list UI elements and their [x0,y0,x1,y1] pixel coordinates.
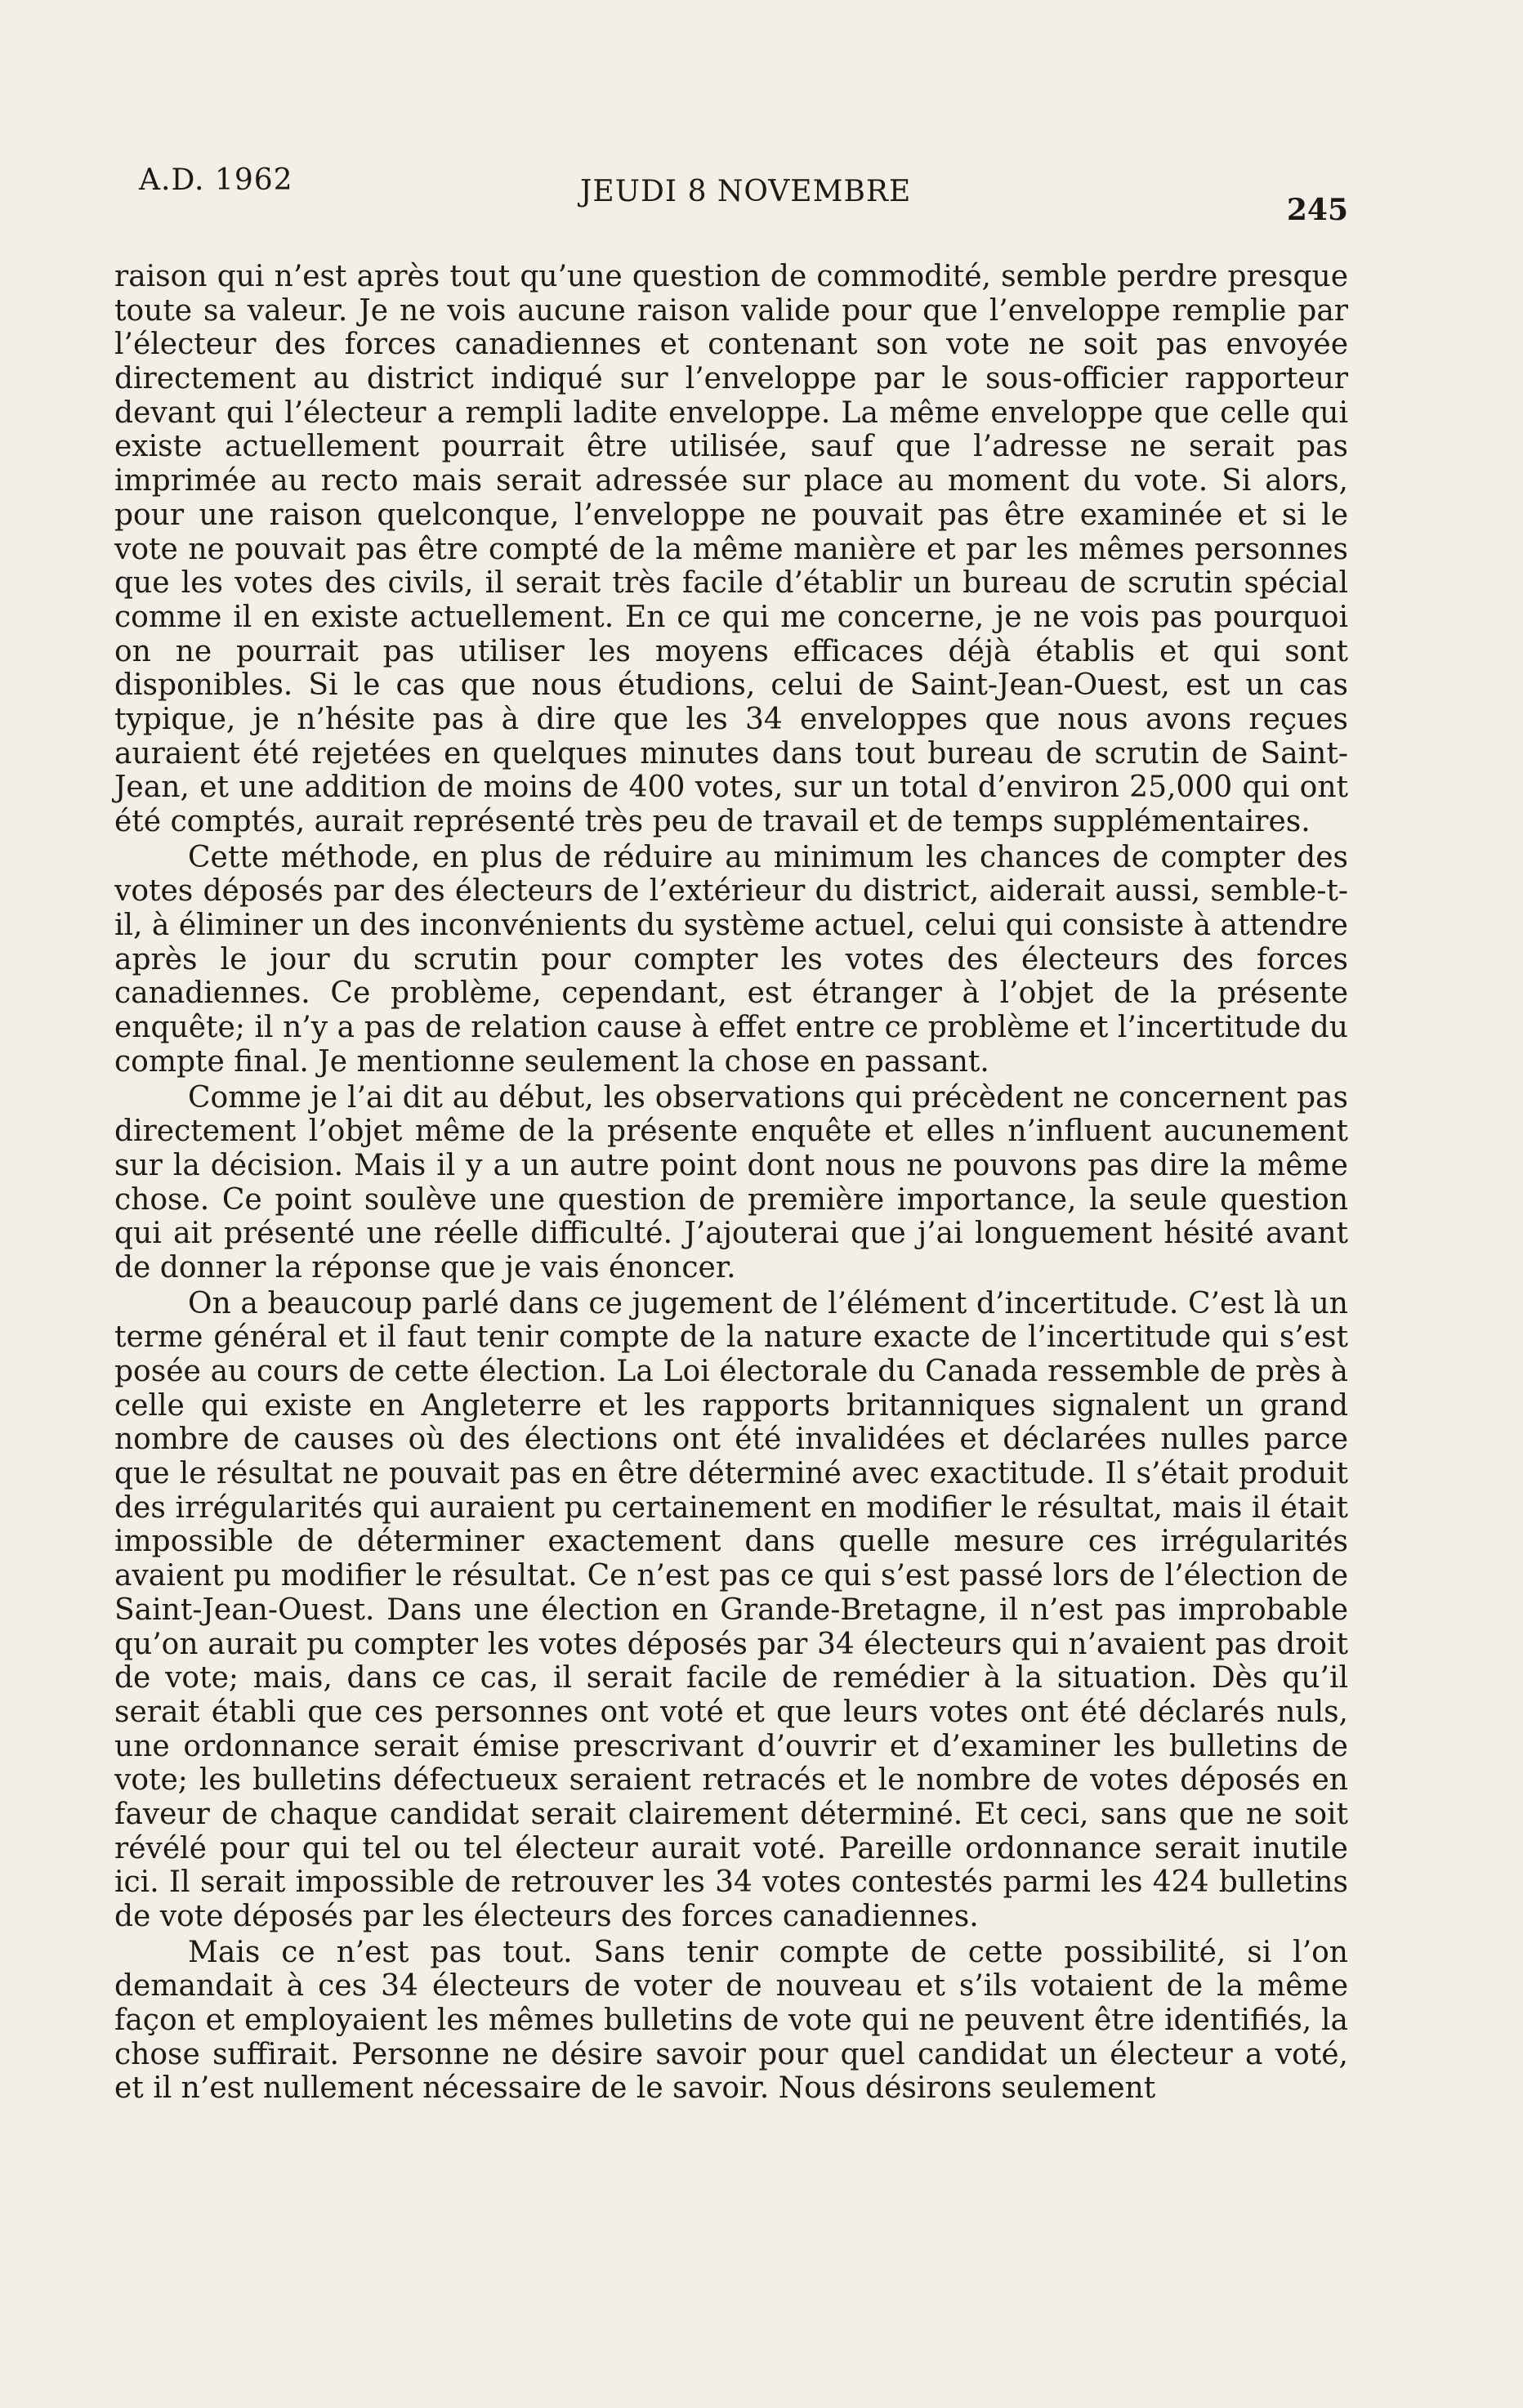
running-header [139,163,1348,227]
paragraph-2: Cette méthode, en plus de réduire au minimum les chances de compter des votes déposés par des électeurs de l’extérieur du district, aiderait aussi, semble-t-il, à éliminer un des inconvénients du système actuel, celui qui consiste à attendre après le jour du scrutin pour compter les votes des électeurs des forces canadiennes. Ce problème, cependant, est étranger à l’objet de la présente enquête; il n’y a pas de relation cause à effet entre ce problème et l’incertitude du compte final. Je mentionne seulement la chose en passant. [114,840,1348,1079]
paragraph-1: raison qui n’est après tout qu’une question de commodité, semble perdre presque toute sa valeur. Je ne vois aucune raison valide pour que l’enveloppe remplie par l’électeur des forces canadiennes et contenant son vote ne soit pas envoyée directement au district indiqué sur l’enveloppe par le sous-officier rapporteur devant qui l’électeur a rempli ladite enveloppe. La même enveloppe que celle qui existe actuellement pourrait être utilisée, sauf que l’adresse ne serait pas imprimée au recto mais serait adressée sur place au moment du vote. Si alors, pour une raison quelconque, l’enveloppe ne pouvait pas être examinée et si le vote ne pouvait pas être compté de la même manière et par les mêmes personnes que les votes des civils, il serait très facile d’établir un bureau de scrutin spécial comme il en existe actuellement. En ce qui me concerne, je ne vois pas pourquoi on ne pourrait pas utiliser les moyens efficaces déjà établis et qui sont disponibles. Si le cas que nous étudions, celui de Saint-Jean-Ouest, est un cas typique, je n’hésite pas à dire que les 34 enveloppes que nous avons reçues auraient été rejetées en quelques minutes dans tout bureau de scrutin de Saint-Jean, et une addition de moins de 400 votes, sur un total d’environ 25,000 qui ont été comptés, aurait représenté très peu de travail et de temps supplémentaires. [114,260,1348,838]
header-year: A.D. 1962 [139,163,293,197]
paragraph-5: Mais ce n’est pas tout. Sans tenir compte de cette possibilité, si l’on demandait à ces 34 électeurs de voter de nouveau et s’ils votaient de la même façon et employaient les mêmes bulletins de vote qui ne peuvent être identifiés, la chose suffirait. Personne ne désire savoir pour quel candidat un électeur a voté, et il n’est nullement nécessaire de le savoir. Nous désirons seulement [114,1935,1348,2106]
header-date: JEUDI 8 NOVEMBRE [580,175,912,208]
page-number: 245 [1286,193,1348,227]
paragraph-4: On a beaucoup parlé dans ce jugement de l’élément d’incertitude. C’est là un terme général et il faut tenir compte de la nature exacte de l’incertitude qui s’est posée au cours de cette élection. La Loi électorale du Canada ressemble de près à celle qui existe en Angleterre et les rapports britanniques signalent un grand nombre de causes où des élections ont été invalidées et déclarées nulles parce que le résultat ne pouvait pas en être déterminé avec exactitude. Il s’était produit des irrégularités qui auraient pu certainement en modifier le résultat, mais il était impossible de déterminer exactement dans quelle mesure ces irrégularités avaient pu modifier le résultat. Ce n’est pas ce qui s’est passé lors de l’élection de Saint-Jean-Ouest. Dans une élection en Grande-Bretagne, il n’est pas improbable qu’on aurait pu compter les votes déposés par 34 électeurs qui n’avaient pas droit de vote; mais, dans ce cas, il serait facile de remédier à la situation. Dès qu’il serait établi que ces personnes ont voté et que leurs votes ont été déclarés nuls, une ordonnance serait émise prescrivant d’ouvrir et d’examiner les bulletins de vote; les bulletins défectueux seraient retracés et le nombre de votes déposés en faveur de chaque candidat serait clairement déterminé. Et ceci, sans que ne soit révélé pour qui tel ou tel électeur aurait voté. Pareille ordonnance serait inutile ici. Il serait impossible de retrouver les 34 votes contestés parmi les 424 bulletins de vote déposés par les électeurs des forces canadiennes. [114,1286,1348,1933]
paragraph-3: Comme je l’ai dit au début, les observations qui précèdent ne concernent pas directement l’objet même de la présente enquête et elles n’influent aucunement sur la décision. Mais il y a un autre point dont nous ne pouvons pas dire la même chose. Ce point soulève une question de première importance, la seule question qui ait présenté une réelle difficulté. J’ajouterai que j’ai longuement hésité avant de donner la réponse que je vais énoncer. [114,1080,1348,1284]
body-text [114,260,1348,2106]
